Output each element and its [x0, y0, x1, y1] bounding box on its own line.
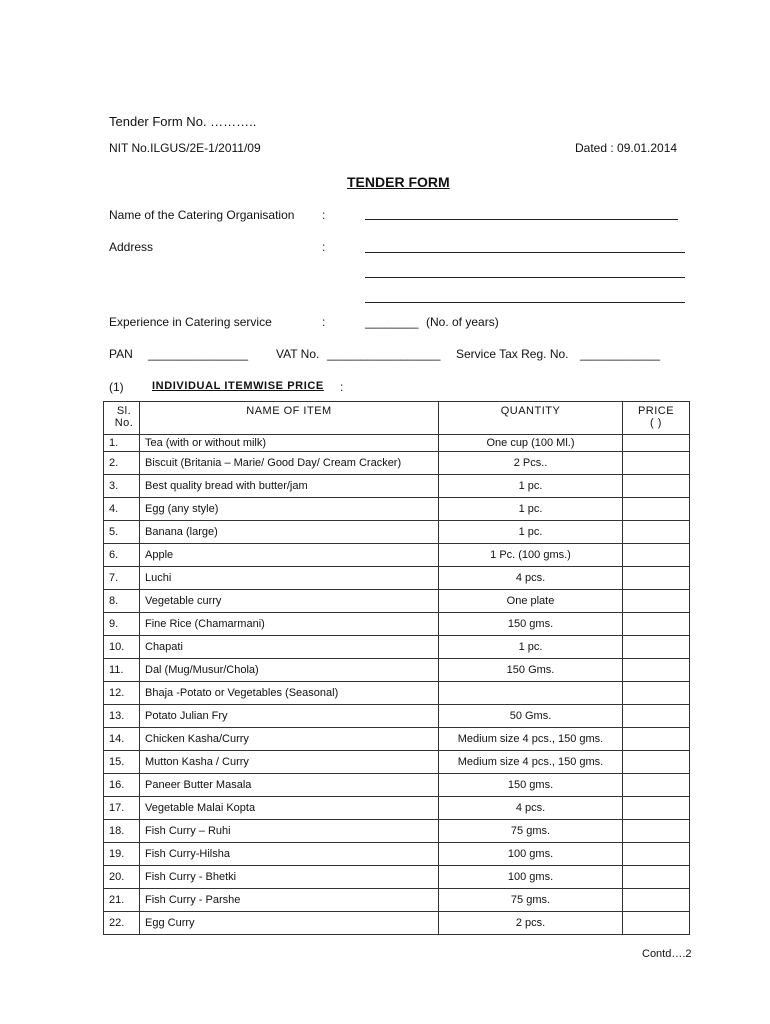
- cell-sl-no: 9.: [104, 613, 140, 636]
- header-sl: Sl.: [116, 405, 132, 417]
- vat-blank[interactable]: _________________: [327, 347, 441, 361]
- table-row: [104, 797, 690, 820]
- cell-price[interactable]: [623, 567, 690, 590]
- cell-item-name: Banana (large): [140, 521, 439, 544]
- cell-price[interactable]: [623, 728, 690, 751]
- cell-quantity: 100 gms.: [439, 843, 623, 866]
- cell-sl-no: 4.: [104, 498, 140, 521]
- table-row: [104, 705, 690, 728]
- table-row: [104, 728, 690, 751]
- vat-label: VAT No.: [276, 347, 320, 361]
- cell-sl-no: 3.: [104, 475, 140, 498]
- cell-item-name: Mutton Kasha / Curry: [140, 751, 439, 774]
- cell-sl-no: 6.: [104, 544, 140, 567]
- nit-number: NIT No.ILGUS/2E-1/2011/09: [109, 141, 261, 155]
- cell-price[interactable]: [623, 435, 690, 452]
- experience-blank[interactable]: ________: [365, 315, 419, 329]
- address-blank-line-1[interactable]: [365, 252, 685, 253]
- address-blank-line-3[interactable]: [365, 302, 685, 303]
- cell-quantity: 4 pcs.: [439, 797, 623, 820]
- cell-item-name: Potato Julian Fry: [140, 705, 439, 728]
- cell-item-name: Dal (Mug/Musur/Chola): [140, 659, 439, 682]
- cell-sl-no: 10.: [104, 636, 140, 659]
- dated: Dated : 09.01.2014: [575, 141, 678, 155]
- cell-item-name: Biscuit (Britania – Marie/ Good Day/ Cream Cracker): [140, 452, 439, 475]
- cell-price[interactable]: [623, 544, 690, 567]
- cell-quantity: Medium size 4 pcs., 150 gms.: [439, 728, 623, 751]
- header-price-unit: ( ): [650, 417, 662, 429]
- cell-item-name: Vegetable curry: [140, 590, 439, 613]
- cell-price[interactable]: [623, 475, 690, 498]
- cell-price[interactable]: [623, 636, 690, 659]
- cell-price[interactable]: [623, 498, 690, 521]
- experience-label: Experience in Catering service: [109, 315, 272, 329]
- table-row: [104, 866, 690, 889]
- cell-quantity: 1 pc.: [439, 636, 623, 659]
- table-row: [104, 751, 690, 774]
- address-blank-line-2[interactable]: [365, 277, 685, 278]
- cell-quantity: 150 gms.: [439, 774, 623, 797]
- service-tax-label: Service Tax Reg. No.: [456, 347, 569, 361]
- cell-price[interactable]: [623, 452, 690, 475]
- cell-item-name: Egg Curry: [140, 912, 439, 935]
- cell-sl-no: 7.: [104, 567, 140, 590]
- cell-sl-no: 11.: [104, 659, 140, 682]
- cell-quantity: 75 gms.: [439, 889, 623, 912]
- cell-item-name: Egg (any style): [140, 498, 439, 521]
- cell-sl-no: 17.: [104, 797, 140, 820]
- table-row: [104, 521, 690, 544]
- cell-sl-no: 15.: [104, 751, 140, 774]
- table-row: [104, 636, 690, 659]
- table-row: [104, 435, 690, 452]
- table-row: [104, 544, 690, 567]
- cell-quantity: 4 pcs.: [439, 567, 623, 590]
- cell-price[interactable]: [623, 705, 690, 728]
- cell-sl-no: 1.: [104, 435, 140, 452]
- cell-sl-no: 21.: [104, 889, 140, 912]
- cell-quantity: 1 Pc. (100 gms.): [439, 544, 623, 567]
- cell-price[interactable]: [623, 751, 690, 774]
- cell-item-name: Chapati: [140, 636, 439, 659]
- cell-sl-no: 20.: [104, 866, 140, 889]
- cell-sl-no: 19.: [104, 843, 140, 866]
- cell-sl-no: 22.: [104, 912, 140, 935]
- table-row: [104, 498, 690, 521]
- cell-sl-no: 8.: [104, 590, 140, 613]
- table-row: [104, 475, 690, 498]
- cell-price[interactable]: [623, 797, 690, 820]
- cell-item-name: Apple: [140, 544, 439, 567]
- cell-item-name: Fish Curry - Parshe: [140, 889, 439, 912]
- cell-price[interactable]: [623, 912, 690, 935]
- cell-item-name: Fine Rice (Chamarmani): [140, 613, 439, 636]
- cell-price[interactable]: [623, 613, 690, 636]
- table-row: [104, 774, 690, 797]
- cell-sl-no: 5.: [104, 521, 140, 544]
- pan-label: PAN: [109, 347, 133, 361]
- cell-sl-no: 18.: [104, 820, 140, 843]
- experience-colon: :: [322, 315, 326, 329]
- cell-item-name: Bhaja -Potato or Vegetables (Seasonal): [140, 682, 439, 705]
- table-row: [104, 912, 690, 935]
- cell-quantity: 1 pc.: [439, 498, 623, 521]
- org-name-colon: :: [322, 208, 326, 222]
- table-header-row: [104, 402, 690, 435]
- cell-item-name: Chicken Kasha/Curry: [140, 728, 439, 751]
- cell-price[interactable]: [623, 659, 690, 682]
- cell-quantity: 75 gms.: [439, 820, 623, 843]
- cell-item-name: Fish Curry – Ruhi: [140, 820, 439, 843]
- table-row: [104, 590, 690, 613]
- items-table: [103, 401, 690, 935]
- continued-note: Contd….2: [642, 948, 692, 960]
- cell-price[interactable]: [623, 590, 690, 613]
- cell-quantity: 1 pc.: [439, 475, 623, 498]
- table-row: [104, 659, 690, 682]
- page-title: TENDER FORM: [347, 174, 450, 190]
- cell-price[interactable]: [623, 889, 690, 912]
- section-title: INDIVIDUAL ITEMWISE PRICE: [152, 380, 324, 392]
- cell-price[interactable]: [623, 682, 690, 705]
- cell-item-name: Paneer Butter Masala: [140, 774, 439, 797]
- cell-price[interactable]: [623, 521, 690, 544]
- service-tax-blank[interactable]: ____________: [580, 347, 661, 361]
- pan-blank[interactable]: _______________: [148, 347, 249, 361]
- table-row: [104, 567, 690, 590]
- cell-quantity: [439, 682, 623, 705]
- table-row: [104, 820, 690, 843]
- table-row: [104, 889, 690, 912]
- cell-quantity: 150 gms.: [439, 613, 623, 636]
- cell-sl-no: 16.: [104, 774, 140, 797]
- cell-sl-no: 2.: [104, 452, 140, 475]
- cell-quantity: 150 Gms.: [439, 659, 623, 682]
- cell-item-name: Fish Curry-Hilsha: [140, 843, 439, 866]
- cell-sl-no: 14.: [104, 728, 140, 751]
- cell-item-name: Tea (with or without milk): [140, 435, 439, 452]
- table-row: [104, 843, 690, 866]
- cell-sl-no: 12.: [104, 682, 140, 705]
- header-name-of-item: NAME OF ITEM: [140, 402, 439, 435]
- experience-suffix: (No. of years): [426, 315, 499, 329]
- cell-quantity: Medium size 4 pcs., 150 gms.: [439, 751, 623, 774]
- cell-quantity: 2 Pcs..: [439, 452, 623, 475]
- cell-quantity: 50 Gms.: [439, 705, 623, 728]
- cell-item-name: Best quality bread with butter/jam: [140, 475, 439, 498]
- address-label: Address: [109, 240, 154, 254]
- cell-quantity: One plate: [439, 590, 623, 613]
- org-name-blank[interactable]: [365, 219, 678, 220]
- table-row: [104, 613, 690, 636]
- cell-quantity: One cup (100 Ml.): [439, 435, 623, 452]
- header-price-label: PRICE: [637, 405, 675, 417]
- tender-form-number: Tender Form No. ………..: [109, 114, 257, 129]
- cell-price[interactable]: [623, 843, 690, 866]
- table-row: [104, 682, 690, 705]
- header-no: No.: [114, 417, 134, 429]
- header-quantity: QUANTITY: [439, 402, 623, 435]
- section-number: (1): [109, 380, 124, 394]
- org-name-label: Name of the Catering Organisation: [109, 208, 295, 222]
- cell-sl-no: 13.: [104, 705, 140, 728]
- cell-item-name: Fish Curry - Bhetki: [140, 866, 439, 889]
- cell-quantity: 2 pcs.: [439, 912, 623, 935]
- section-colon: :: [340, 380, 344, 394]
- cell-quantity: 1 pc.: [439, 521, 623, 544]
- cell-price[interactable]: [623, 774, 690, 797]
- cell-item-name: Vegetable Malai Kopta: [140, 797, 439, 820]
- cell-quantity: 100 gms.: [439, 866, 623, 889]
- address-colon: :: [322, 240, 326, 254]
- cell-item-name: Luchi: [140, 567, 439, 590]
- header-price: [623, 402, 690, 435]
- header-sl-no: [104, 402, 140, 435]
- table-row: [104, 452, 690, 475]
- cell-price[interactable]: [623, 866, 690, 889]
- cell-price[interactable]: [623, 820, 690, 843]
